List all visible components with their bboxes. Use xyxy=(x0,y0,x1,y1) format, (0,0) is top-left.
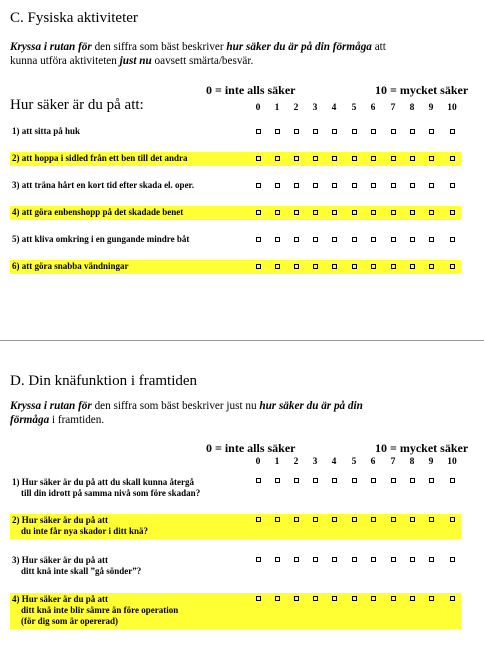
question-row xyxy=(10,514,461,539)
rating-checkbox-1[interactable] xyxy=(275,517,280,522)
rating-checkbox-9[interactable] xyxy=(429,129,434,134)
rating-checkbox-10[interactable] xyxy=(450,156,455,161)
scale-number-9: 9 xyxy=(428,103,434,113)
rating-checkbox-2[interactable] xyxy=(294,237,299,242)
scale-number-6: 6 xyxy=(370,457,376,467)
instr-text: den siffra som bäst beskriver xyxy=(91,41,227,53)
rating-checkbox-8[interactable] xyxy=(410,478,415,483)
rating-checkbox-4[interactable] xyxy=(332,557,337,562)
rating-checkbox-0[interactable] xyxy=(256,156,261,161)
rating-checkbox-4[interactable] xyxy=(332,129,337,134)
instr-text: oavsett smärta/besvär. xyxy=(151,55,254,67)
rating-checkbox-10[interactable] xyxy=(450,183,455,188)
rating-checkbox-1[interactable] xyxy=(275,478,280,483)
rating-checkbox-1[interactable] xyxy=(275,183,280,188)
rating-checkbox-1[interactable] xyxy=(275,129,280,134)
rating-checkbox-9[interactable] xyxy=(429,478,434,483)
rating-checkbox-0[interactable] xyxy=(256,264,261,269)
rating-checkbox-5[interactable] xyxy=(352,210,357,215)
scale-number-4: 4 xyxy=(331,103,337,113)
instr-emphasis: just nu xyxy=(119,55,152,67)
question-row xyxy=(10,152,461,166)
rating-checkbox-10[interactable] xyxy=(450,210,455,215)
section-c-question-heading: Hur säker är du på att: xyxy=(10,97,144,113)
scale-number-6: 6 xyxy=(370,103,376,113)
rating-checkbox-1[interactable] xyxy=(275,264,280,269)
rating-checkbox-10[interactable] xyxy=(450,596,455,601)
rating-checkbox-9[interactable] xyxy=(429,596,434,601)
rating-checkbox-8[interactable] xyxy=(410,210,415,215)
rating-checkbox-6[interactable] xyxy=(371,237,376,242)
rating-checkbox-0[interactable] xyxy=(256,210,261,215)
rating-checkbox-9[interactable] xyxy=(429,557,434,562)
rating-checkbox-5[interactable] xyxy=(352,183,357,188)
rating-checkbox-7[interactable] xyxy=(391,156,396,161)
scale-number-7: 7 xyxy=(390,457,396,467)
instr-emphasis: Kryssa i rutan för xyxy=(10,41,92,53)
rating-checkbox-7[interactable] xyxy=(391,129,396,134)
rating-checkbox-3[interactable] xyxy=(313,478,318,483)
scale-number-3: 3 xyxy=(312,457,318,467)
section-c-scale-high: 10 = mycket säker xyxy=(375,83,469,97)
question-text: 3) att träna hårt en kort tid efter skada el. oper. xyxy=(12,180,194,190)
rating-checkbox-0[interactable] xyxy=(256,596,261,601)
rating-checkbox-2[interactable] xyxy=(294,264,299,269)
section-d-title: D. Din knäfunktion i framtiden xyxy=(10,373,198,389)
rating-checkbox-4[interactable] xyxy=(332,264,337,269)
rating-checkbox-8[interactable] xyxy=(410,237,415,242)
rating-checkbox-7[interactable] xyxy=(391,517,396,522)
rating-checkbox-7[interactable] xyxy=(391,596,396,601)
scale-number-1: 1 xyxy=(274,457,280,467)
question-row xyxy=(10,476,461,500)
instr-text: den siffra som bäst beskriver just nu xyxy=(91,400,260,412)
question-text: 2) Hur säker är du på att du inte får nya skador i ditt knä? xyxy=(12,515,148,536)
rating-checkbox-9[interactable] xyxy=(429,517,434,522)
rating-checkbox-5[interactable] xyxy=(352,478,357,483)
scale-number-1: 1 xyxy=(274,103,280,113)
scale-number-7: 7 xyxy=(390,103,396,113)
rating-checkbox-3[interactable] xyxy=(313,129,318,134)
rating-checkbox-3[interactable] xyxy=(313,557,318,562)
rating-checkbox-3[interactable] xyxy=(313,596,318,601)
question-text: 1) att sitta på huk xyxy=(12,126,81,136)
scale-number-2: 2 xyxy=(293,103,299,113)
question-row xyxy=(10,260,461,274)
question-text: 3) Hur säker är du på att ditt knä inte skall ”gå sönder”? xyxy=(12,555,142,576)
rating-checkbox-3[interactable] xyxy=(313,237,318,242)
rating-checkbox-1[interactable] xyxy=(275,557,280,562)
rating-checkbox-6[interactable] xyxy=(371,183,376,188)
rating-checkbox-9[interactable] xyxy=(429,264,434,269)
rating-checkbox-2[interactable] xyxy=(294,156,299,161)
question-row xyxy=(10,593,461,629)
rating-checkbox-4[interactable] xyxy=(332,237,337,242)
rating-checkbox-0[interactable] xyxy=(256,129,261,134)
rating-checkbox-10[interactable] xyxy=(450,237,455,242)
rating-checkbox-7[interactable] xyxy=(391,557,396,562)
scale-number-5: 5 xyxy=(351,457,357,467)
instr-emphasis: Kryssa i rutan för xyxy=(10,400,92,412)
instr-text: kunna utföra aktiviteten xyxy=(10,55,120,67)
rating-checkbox-4[interactable] xyxy=(332,210,337,215)
rating-checkbox-2[interactable] xyxy=(294,478,299,483)
rating-checkbox-5[interactable] xyxy=(352,557,357,562)
scale-number-9: 9 xyxy=(428,457,434,467)
question-text: 4) Hur säker är du på att ditt knä inte blir sämre än före operation (för dig som är opererad) xyxy=(12,594,179,626)
rating-checkbox-1[interactable] xyxy=(275,596,280,601)
rating-checkbox-2[interactable] xyxy=(294,517,299,522)
section-c-scale-low: 0 = inte alls säker xyxy=(206,83,296,97)
instr-text: i framtiden. xyxy=(49,414,105,426)
rating-checkbox-10[interactable] xyxy=(450,264,455,269)
rating-checkbox-2[interactable] xyxy=(294,129,299,134)
rating-checkbox-2[interactable] xyxy=(294,596,299,601)
scale-number-8: 8 xyxy=(409,457,415,467)
instr-emphasis: hur säker du är på din xyxy=(259,400,363,412)
rating-checkbox-8[interactable] xyxy=(410,557,415,562)
rating-checkbox-6[interactable] xyxy=(371,596,376,601)
rating-checkbox-3[interactable] xyxy=(313,183,318,188)
rating-checkbox-0[interactable] xyxy=(256,517,261,522)
rating-checkbox-4[interactable] xyxy=(332,478,337,483)
rating-checkbox-9[interactable] xyxy=(429,210,434,215)
scale-number-10: 10 xyxy=(447,103,457,113)
rating-checkbox-9[interactable] xyxy=(429,237,434,242)
rating-checkbox-1[interactable] xyxy=(275,210,280,215)
scale-number-4: 4 xyxy=(331,457,337,467)
rating-checkbox-4[interactable] xyxy=(332,596,337,601)
rating-checkbox-3[interactable] xyxy=(313,264,318,269)
rating-checkbox-0[interactable] xyxy=(256,478,261,483)
rating-checkbox-6[interactable] xyxy=(371,517,376,522)
rating-checkbox-4[interactable] xyxy=(332,517,337,522)
rating-checkbox-8[interactable] xyxy=(410,264,415,269)
scale-number-2: 2 xyxy=(293,457,299,467)
rating-checkbox-6[interactable] xyxy=(371,557,376,562)
rating-checkbox-3[interactable] xyxy=(313,517,318,522)
rating-checkbox-7[interactable] xyxy=(391,264,396,269)
rating-checkbox-3[interactable] xyxy=(313,210,318,215)
rating-checkbox-8[interactable] xyxy=(410,156,415,161)
section-divider xyxy=(0,340,484,341)
section-c-instructions xyxy=(10,40,470,68)
question-text: 5) att kliva omkring i en gungande mindre båt xyxy=(12,234,190,244)
question-row xyxy=(10,179,461,193)
rating-checkbox-9[interactable] xyxy=(429,183,434,188)
rating-checkbox-0[interactable] xyxy=(256,237,261,242)
question-row xyxy=(10,125,461,139)
question-row xyxy=(10,206,461,220)
rating-checkbox-4[interactable] xyxy=(332,183,337,188)
rating-checkbox-2[interactable] xyxy=(294,557,299,562)
rating-checkbox-5[interactable] xyxy=(352,237,357,242)
question-row xyxy=(10,233,461,247)
instr-emphasis: hur säker du är på din förmåga xyxy=(226,41,372,53)
rating-checkbox-7[interactable] xyxy=(391,237,396,242)
question-text: 1) Hur säker är du på att du skall kunna återgå till din idrott på samma nivå som före skadan? xyxy=(12,477,201,498)
rating-checkbox-10[interactable] xyxy=(450,129,455,134)
question-text: 2) att hoppa i sidled från ett ben till det andra xyxy=(12,153,188,163)
rating-checkbox-5[interactable] xyxy=(352,517,357,522)
rating-checkbox-9[interactable] xyxy=(429,156,434,161)
rating-checkbox-5[interactable] xyxy=(352,156,357,161)
rating-checkbox-8[interactable] xyxy=(410,596,415,601)
rating-checkbox-6[interactable] xyxy=(371,478,376,483)
scale-number-0: 0 xyxy=(255,103,261,113)
rating-checkbox-6[interactable] xyxy=(371,264,376,269)
rating-checkbox-5[interactable] xyxy=(352,129,357,134)
instr-emphasis: förmåga xyxy=(10,414,50,426)
scale-number-10: 10 xyxy=(447,457,457,467)
rating-checkbox-10[interactable] xyxy=(450,557,455,562)
rating-checkbox-0[interactable] xyxy=(256,183,261,188)
scale-number-5: 5 xyxy=(351,103,357,113)
rating-checkbox-5[interactable] xyxy=(352,596,357,601)
rating-checkbox-8[interactable] xyxy=(410,517,415,522)
rating-checkbox-10[interactable] xyxy=(450,517,455,522)
section-d-scale-high: 10 = mycket säker xyxy=(375,441,469,455)
rating-checkbox-4[interactable] xyxy=(332,156,337,161)
rating-checkbox-7[interactable] xyxy=(391,478,396,483)
question-row xyxy=(10,554,461,579)
rating-checkbox-1[interactable] xyxy=(275,237,280,242)
section-d-scale-low: 0 = inte alls säker xyxy=(206,441,296,455)
scale-number-0: 0 xyxy=(255,457,261,467)
rating-checkbox-3[interactable] xyxy=(313,156,318,161)
rating-checkbox-8[interactable] xyxy=(410,129,415,134)
section-d-instructions xyxy=(10,399,470,427)
rating-checkbox-2[interactable] xyxy=(294,183,299,188)
rating-checkbox-2[interactable] xyxy=(294,210,299,215)
rating-checkbox-7[interactable] xyxy=(391,210,396,215)
rating-checkbox-1[interactable] xyxy=(275,156,280,161)
rating-checkbox-5[interactable] xyxy=(352,264,357,269)
section-c-title: C. Fysiska aktiviteter xyxy=(10,10,138,26)
rating-checkbox-6[interactable] xyxy=(371,210,376,215)
rating-checkbox-6[interactable] xyxy=(371,129,376,134)
scale-number-3: 3 xyxy=(312,103,318,113)
instr-text: att xyxy=(371,41,386,53)
rating-checkbox-0[interactable] xyxy=(256,557,261,562)
scale-number-8: 8 xyxy=(409,103,415,113)
rating-checkbox-6[interactable] xyxy=(371,156,376,161)
question-text: 4) att göra enbenshopp på det skadade benet xyxy=(12,207,184,217)
rating-checkbox-10[interactable] xyxy=(450,478,455,483)
rating-checkbox-8[interactable] xyxy=(410,183,415,188)
question-text: 6) att göra snabba vändningar xyxy=(12,261,129,271)
rating-checkbox-7[interactable] xyxy=(391,183,396,188)
